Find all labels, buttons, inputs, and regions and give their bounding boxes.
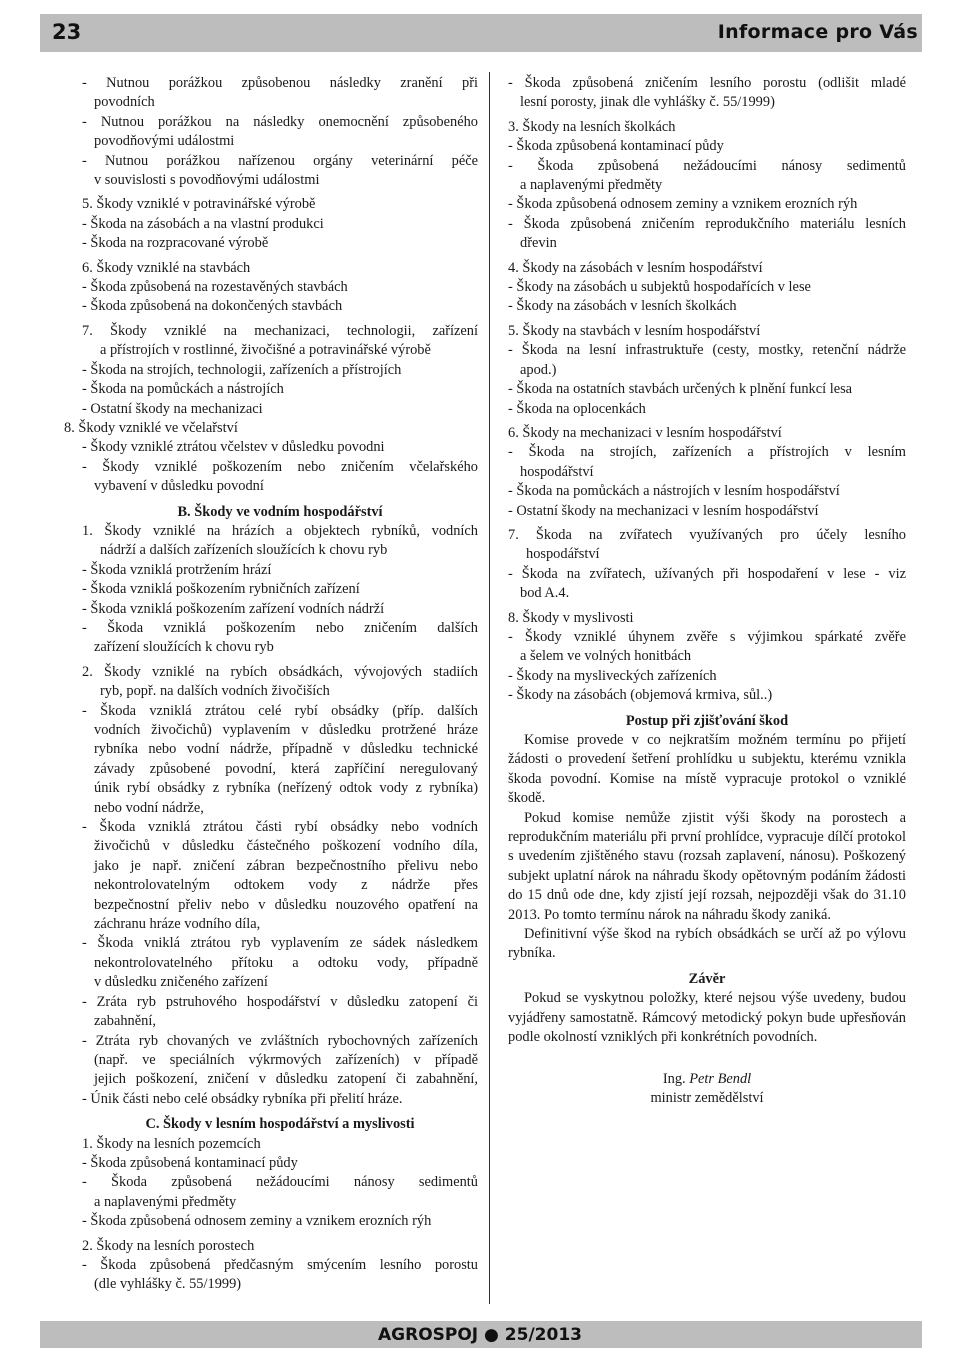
text-line: 3. Škody na lesních školkách xyxy=(508,118,676,135)
text-line: únik rybí obsádky z rybníka (neřízený odtok vody z rybníka) xyxy=(94,780,478,797)
column-divider xyxy=(489,72,490,1304)
text-line: živočichů v důsledku částečného poškození vodního díla, xyxy=(94,838,478,855)
signature-name: Petr Bendl xyxy=(689,1070,752,1087)
text-line: vybavení v důsledku povodní xyxy=(94,478,264,495)
text-line: - Škoda způsobená kontaminací půdy xyxy=(82,1154,298,1171)
text-line: 8. Škody vzniklé ve včelařství xyxy=(64,419,238,436)
text-line: nekontrolovatelným odtokem vody z nádrže přes xyxy=(94,877,478,894)
text-line: - Škoda vzniklá poškozením zařízení vodních nádrží xyxy=(82,600,385,617)
signature-title: Ing. xyxy=(662,1070,686,1087)
postup-heading: Postup při zjišťování škod xyxy=(625,712,789,729)
text-line: - Škoda způsobená nežádoucími nánosy sedimentů xyxy=(508,157,906,174)
text-line: - Škoda vzniklá ztrátou celé rybí obsádky (příp. dalších xyxy=(82,702,478,719)
text-line: - Nutnou porážkou nařízenou orgány veterinární péče xyxy=(82,152,478,169)
footer-text: AGROSPOJ ● 25/2013 xyxy=(378,1325,582,1345)
text-line: - Škoda na lesní infrastruktuře (cesty, mostky, retenční nádrže xyxy=(508,342,906,359)
text-line: bezpečnostní přeliv nebo v důsledku nouzového opatření na xyxy=(94,896,478,913)
left-column xyxy=(64,74,478,1295)
text-line: - Škoda na pomůckách a nástrojích xyxy=(82,381,284,398)
text-line: C. Škody v lesním hospodářství a myslivosti xyxy=(145,1116,415,1133)
text-line: (dle vyhlášky č. 55/1999) xyxy=(94,1276,242,1293)
text-line: - Škoda na ostatních stavbách určených k plnění funkcí lesa xyxy=(508,381,853,398)
text-line: nekontrolovatelného přítoku a odtoku vody, případně xyxy=(94,954,478,971)
header-title: Informace pro Vás xyxy=(717,21,918,43)
text-line: 7. Škoda na zvířatech využívaných pro účely lesního xyxy=(508,526,906,543)
text-line: lesní porosty, jinak dle vyhlášky č. 55/1999) xyxy=(520,94,775,111)
text-line: - Škoda způsobená zničením lesního porostu (odlišit mladé xyxy=(508,75,906,91)
text-line: - Škoda na strojích, technologii, zařízeních a přístrojích xyxy=(82,361,402,378)
text-line: 6. Škody na mechanizaci v lesním hospodářství xyxy=(508,424,782,441)
text-line: - Škody na zásobách u subjektů hospodařících v lese xyxy=(508,279,811,296)
postup-paragraph: Definitivní výše škod na rybích obsádkách se určí až po výlovu rybníka. xyxy=(508,926,906,962)
text-line: apod.) xyxy=(520,361,557,378)
text-line: 5. Škody vzniklé v potravinářské výrobě xyxy=(82,196,316,213)
text-line: a šelem ve volných honitbách xyxy=(520,648,692,665)
text-line: nebo vodní nádrže, xyxy=(94,799,204,816)
text-line: - Škoda způsobená kontaminací půdy xyxy=(508,138,724,155)
text-line: 2. Škody vzniklé na rybích obsádkách, vývojových stadiích xyxy=(82,663,478,680)
signature-role: ministr zemědělství xyxy=(650,1089,764,1106)
text-line: - Škody na zásobách v lesních školkách xyxy=(508,298,737,315)
text-line: 8. Škody v myslivosti xyxy=(508,609,634,626)
text-line: ryb, popř. na dalších vodních živočiších xyxy=(100,683,330,700)
text-line: povodních xyxy=(94,94,155,111)
text-line: - Škoda vzniklá poškozením nebo zničením dalších xyxy=(82,619,478,636)
text-line: - Škoda na oplocenkách xyxy=(508,400,646,417)
zaver-paragraph: Pokud se vyskytnou položky, které nejsou výše uvedeny, budou vyjádřeny samostatně. Rámcový metodický pokyn bude upřesňován podle okolností vzniklých při konkrétních povodních. xyxy=(508,990,906,1046)
text-line: - Zráta ryb pstruhového hospodářství v důsledku zatopení či xyxy=(82,993,478,1010)
text-line: - Nutnou porážkou způsobenou následky zranění při xyxy=(82,75,478,91)
text-line: - Škoda způsobená zničením reprodukčního materiálu lesních xyxy=(508,215,906,232)
text-line: 4. Škody na zásobách v lesním hospodářství xyxy=(508,259,763,276)
text-line: - Škody vzniklé úhynem zvěře s výjimkou spárkaté zvěře xyxy=(508,628,906,645)
text-line: - Škoda na zvířatech, užívaných při hospodaření v lese - viz xyxy=(508,565,906,582)
text-line: povodňovými událostmi xyxy=(94,133,235,150)
text-line: jejich poškození, zničení v důsledku zatopení či zabahnění, xyxy=(94,1071,478,1088)
text-line: a naplavenými předměty xyxy=(520,177,663,194)
text-line: 5. Škody na stavbách v lesním hospodářství xyxy=(508,322,761,339)
text-line: v důsledku zničeného zařízení xyxy=(94,974,268,991)
text-line: v souvislosti s povodňovými událostmi xyxy=(94,172,320,189)
postup-paragraph: Komise provede v co nejkratším možném termínu po přijetí žádosti o provedení šetření prohlídku u subjektu, kterému vznikla škoda povodní. Komise na místě vypracuje protokol o vzniklé škodě. xyxy=(508,732,906,807)
text-line: závady způsobené povodní, která zapříčiní neregulovaný xyxy=(94,760,478,777)
text-line: - Škody vzniklé ztrátou včelstev v důsledku povodni xyxy=(82,439,385,456)
text-line: - Škoda vzniklá ztrátou části rybí obsádky nebo vodních xyxy=(82,819,478,836)
text-line: - Škoda vzniklá protržením hrází xyxy=(82,561,272,578)
text-line: (např. ve speciálních výkrmových zařízeních) v případě xyxy=(94,1051,478,1068)
text-line: - Škoda na rozpracované výrobě xyxy=(82,235,269,252)
text-line: - Škoda na strojích, zařízeních a přístrojích v lesním xyxy=(508,444,906,461)
text-line: a přístrojích v rostlinné, živočišné a potravinářské výrobě xyxy=(100,342,431,359)
text-line: 6. Škody vzniklé na stavbách xyxy=(82,259,251,276)
text-line: - Škoda vzniklá poškozením rybničních zařízení xyxy=(82,581,360,598)
text-line: - Škoda vniklá ztrátou ryb vyplavením ze sádek následkem xyxy=(82,935,478,952)
text-line: - Škody na zásobách (objemová krmiva, sůl..) xyxy=(508,687,773,704)
text-line: vodních živočichů) vyplavením v důsledku protržené hráze xyxy=(94,722,478,738)
text-line: 7. Škody vzniklé na mechanizaci, technologii, zařízení xyxy=(82,322,478,339)
text-line: - Škoda na zásobách a na vlastní produkci xyxy=(82,215,324,232)
text-line: - Škoda na pomůckách a nástrojích v lesním hospodářství xyxy=(508,483,840,500)
text-line: a naplavenými předměty xyxy=(94,1193,237,1210)
text-line: hospodářství xyxy=(520,463,594,480)
text-line: - Škody vzniklé poškozením nebo zničením včelařského xyxy=(82,458,478,475)
text-line: hospodářství xyxy=(526,546,600,563)
text-line: zařízení sloužících k chovu ryb xyxy=(94,639,274,656)
text-line: - Škoda způsobená na rozestavěných stavbách xyxy=(82,279,348,296)
text-line: jako je např. zničení zábran bezpečnostního přelivu nebo xyxy=(94,857,478,874)
text-line: 1. Škody na lesních pozemcích xyxy=(82,1135,261,1152)
signature xyxy=(508,1070,906,1109)
text-line: - Škoda způsobená nežádoucími nánosy sedimentů xyxy=(82,1174,478,1191)
text-line: - Škoda způsobená předčasným smýcením lesního porostu xyxy=(82,1256,478,1273)
postup-paragraph: Pokud komise nemůže zjistit výši škody na porostech a reprodukčním materiálu při první prohlídce, vypracuje dílčí protokol s uvedením zjištěného stavu (rozsah zaplavení, nánosu). Poškozený subjekt uplatní nárok na náhradu škody opětovným podáním žádosti do 15 dnů ode dne, kdy zjistí její rozsah, nejpozději však do 31.10 2013. Po tomto termínu nárok na náhradu škody zaniká. xyxy=(508,809,906,923)
text-line: - Ostatní škody na mechanizaci xyxy=(82,400,263,417)
page-number: 23 xyxy=(52,20,82,44)
text-line: - Ostatní škody na mechanizaci v lesním hospodářství xyxy=(508,502,819,519)
text-line: - Škoda způsobená na dokončených stavbách xyxy=(82,298,343,315)
text-line: - Škoda způsobená odnosem zeminy a vznikem erozních rýh xyxy=(82,1213,432,1230)
text-line: záchranu hráze vodního díla, xyxy=(94,916,261,933)
text-line: 1. Škody vzniklé na hrázích a objektech rybníků, vodních xyxy=(82,522,478,539)
text-line: dřevin xyxy=(520,235,557,252)
text-line: bod A.4. xyxy=(520,585,570,602)
right-column xyxy=(508,74,906,1108)
text-line: - Škody na mysliveckých zařízeních xyxy=(508,667,717,684)
right-column-list xyxy=(508,74,906,706)
text-line: zabahnění, xyxy=(94,1013,156,1030)
text-line: - Ztráta ryb chovaných ve zvláštních rybochovných zařízeních xyxy=(82,1032,478,1049)
text-line: - Nutnou porážkou na následky onemocnění způsobeného xyxy=(82,113,478,130)
text-line: B. Škody ve vodním hospodářství xyxy=(177,503,383,520)
text-line: - Únik části nebo celé obsádky rybníka při přelití hráze. xyxy=(82,1090,403,1107)
text-line: nádrží a dalších zařízeních sloužících k chovu ryb xyxy=(100,542,388,559)
text-line: rybníka nebo vodní nádrže, případně v důsledku technické xyxy=(94,741,478,758)
zaver-heading: Závěr xyxy=(688,970,726,987)
text-line: 2. Škody na lesních porostech xyxy=(82,1237,255,1254)
text-line: - Škoda způsobená odnosem zeminy a vznikem erozních rýh xyxy=(508,196,858,213)
